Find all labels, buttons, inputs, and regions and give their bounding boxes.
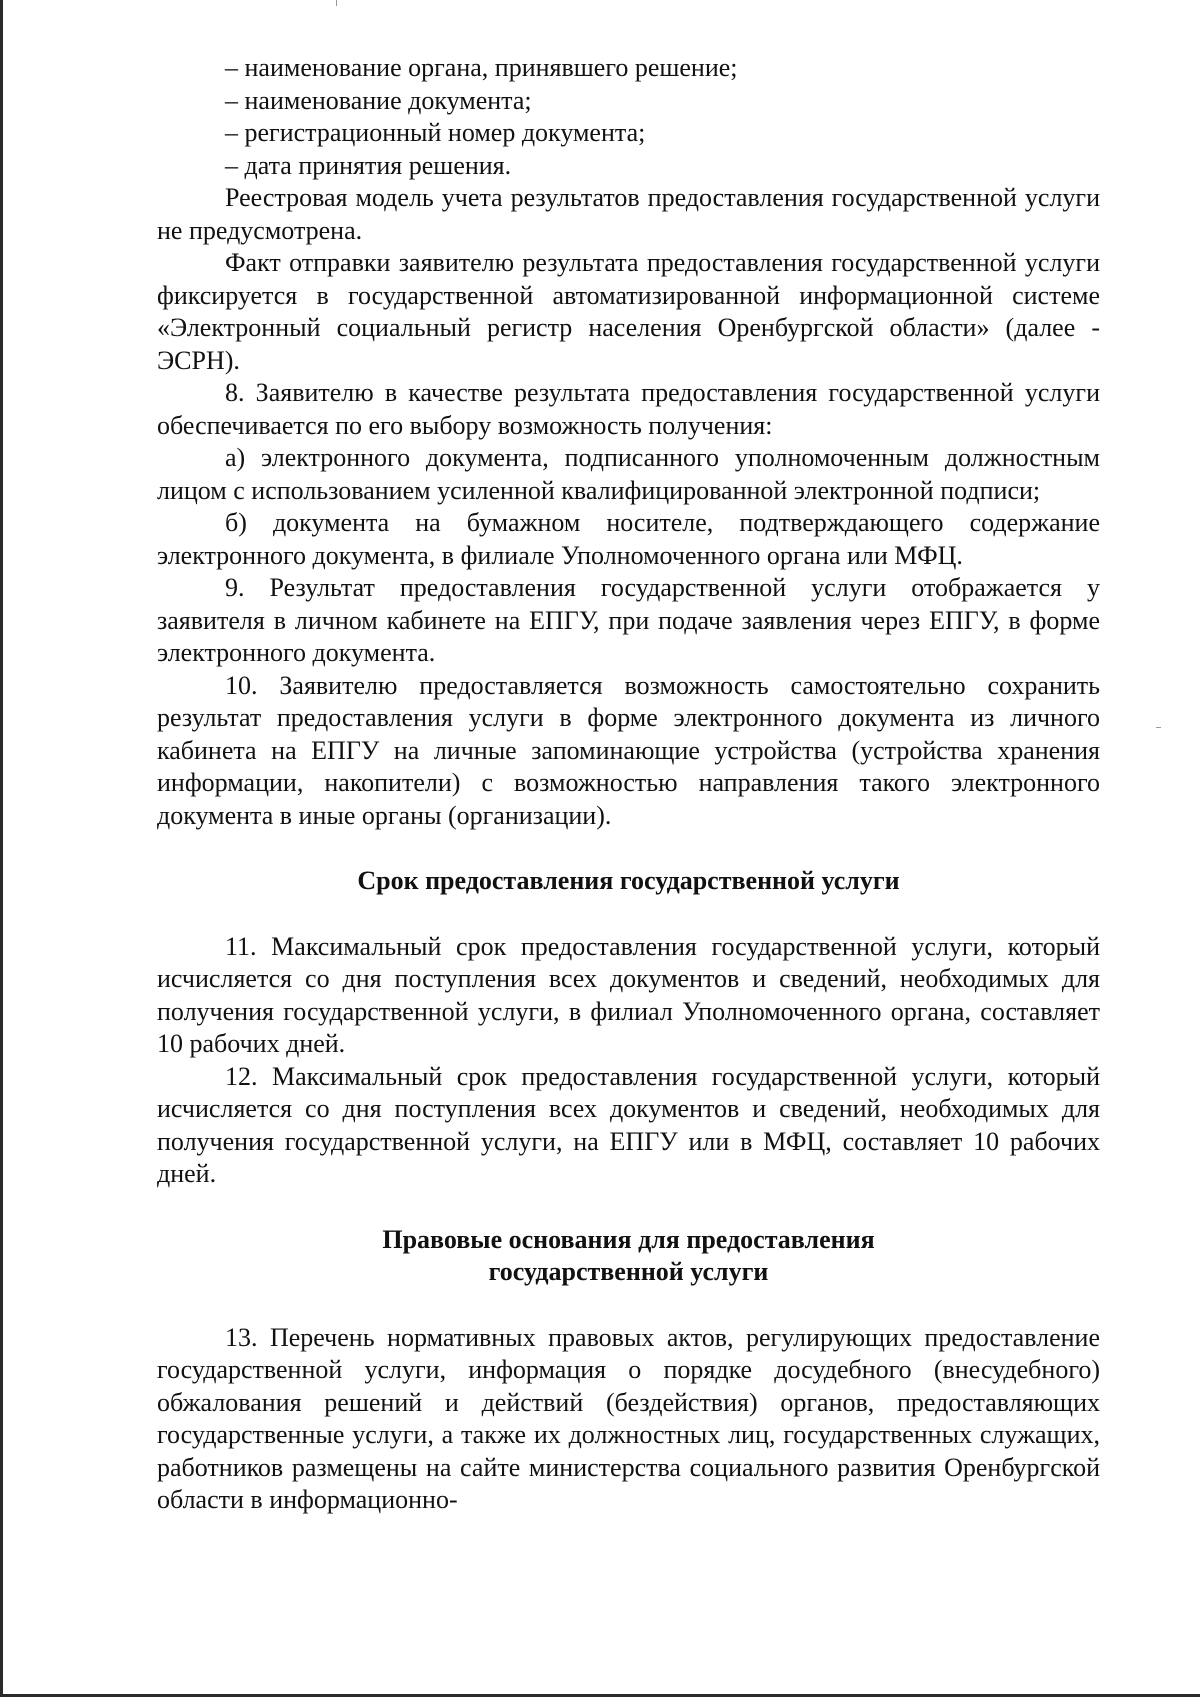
list-item: – дата принятия решения.	[225, 150, 512, 180]
paragraph-esrn: Факт отправки заявителю результата предоставления государственной услуги фиксируется в государственной автоматизированной информационной системе «Электронный социальный регистр населения Оренбургской области» (далее - ЭСРН).	[157, 248, 1100, 375]
paragraph-8: 8. Заявителю в качестве результата предоставления государственной услуги обеспечивается по его выбору возможность получения:	[157, 378, 1100, 440]
section-title-legal-line-2: государственной услуги	[488, 1257, 769, 1286]
paragraph-10: 10. Заявителю предоставляется возможность самостоятельно сохранить результат предоставления услуги в форме электронного документа из личного кабинета на ЕПГУ на личные запоминающие устройства (устройства хранения информации, накопители) с возможностью направления такого электронного документа в иные органы (организации).	[157, 670, 1100, 830]
scan-artifact-top	[336, 0, 337, 6]
paragraph-9: 9. Результат предоставления государственной услуги отображается у заявителя в личном кабинете на ЕПГУ, при подаче заявления через ЕПГУ, в форме электронного документа.	[157, 573, 1100, 667]
sub-item-a: а) электронного документа, подписанного уполномоченным должностным лицом с использованием усиленной квалифицированной электронной подписи;	[157, 443, 1100, 505]
list-item: – наименование органа, принявшего решение;	[225, 53, 738, 82]
paragraph-13: 13. Перечень нормативных правовых актов, регулирующих предоставление государственной услуги, информация о порядке досудебного (внесудебного) обжалования решений и действий (бездействия) органов, предоставляющих государственные услуги, а также их должностных лиц, государственных служащих, работников размещены на сайте министерства социального развития Оренбургской области в информационно-	[157, 1322, 1100, 1514]
list-item: – наименование документа;	[225, 85, 532, 115]
section-title-legal-line-1: Правовые основания для предоставления	[382, 1224, 875, 1254]
list-item: – регистрационный номер документа;	[225, 118, 646, 147]
paragraph-11: 11. Максимальный срок предоставления государственной услуги, который исчисляется со дня поступления всех документов и сведений, необходимых для получения государственной услуги, в филиал Уполномоченного органа, составляет 10 рабочих дней.	[157, 931, 1100, 1058]
paragraph-12: 12. Максимальный срок предоставления государственной услуги, который исчисляется со дня поступления всех документов и сведений, необходимых для получения государственной услуги, на ЕПГУ или в МФЦ, составляет 10 рабочих дней.	[157, 1061, 1100, 1188]
document-page	[157, 52, 1100, 1517]
scan-border-left	[0, 0, 3, 1697]
paragraph-registry-model: Реестровая модель учета результатов предоставления государственной услуги не предусмотрена.	[157, 183, 1100, 245]
scan-artifact-right	[1156, 727, 1161, 728]
section-title-term: Срок предоставления государственной услуги	[357, 866, 900, 895]
sub-item-b: б) документа на бумажном носителе, подтверждающего содержание электронного документа, в филиале Уполномоченного органа или МФЦ.	[157, 508, 1100, 570]
